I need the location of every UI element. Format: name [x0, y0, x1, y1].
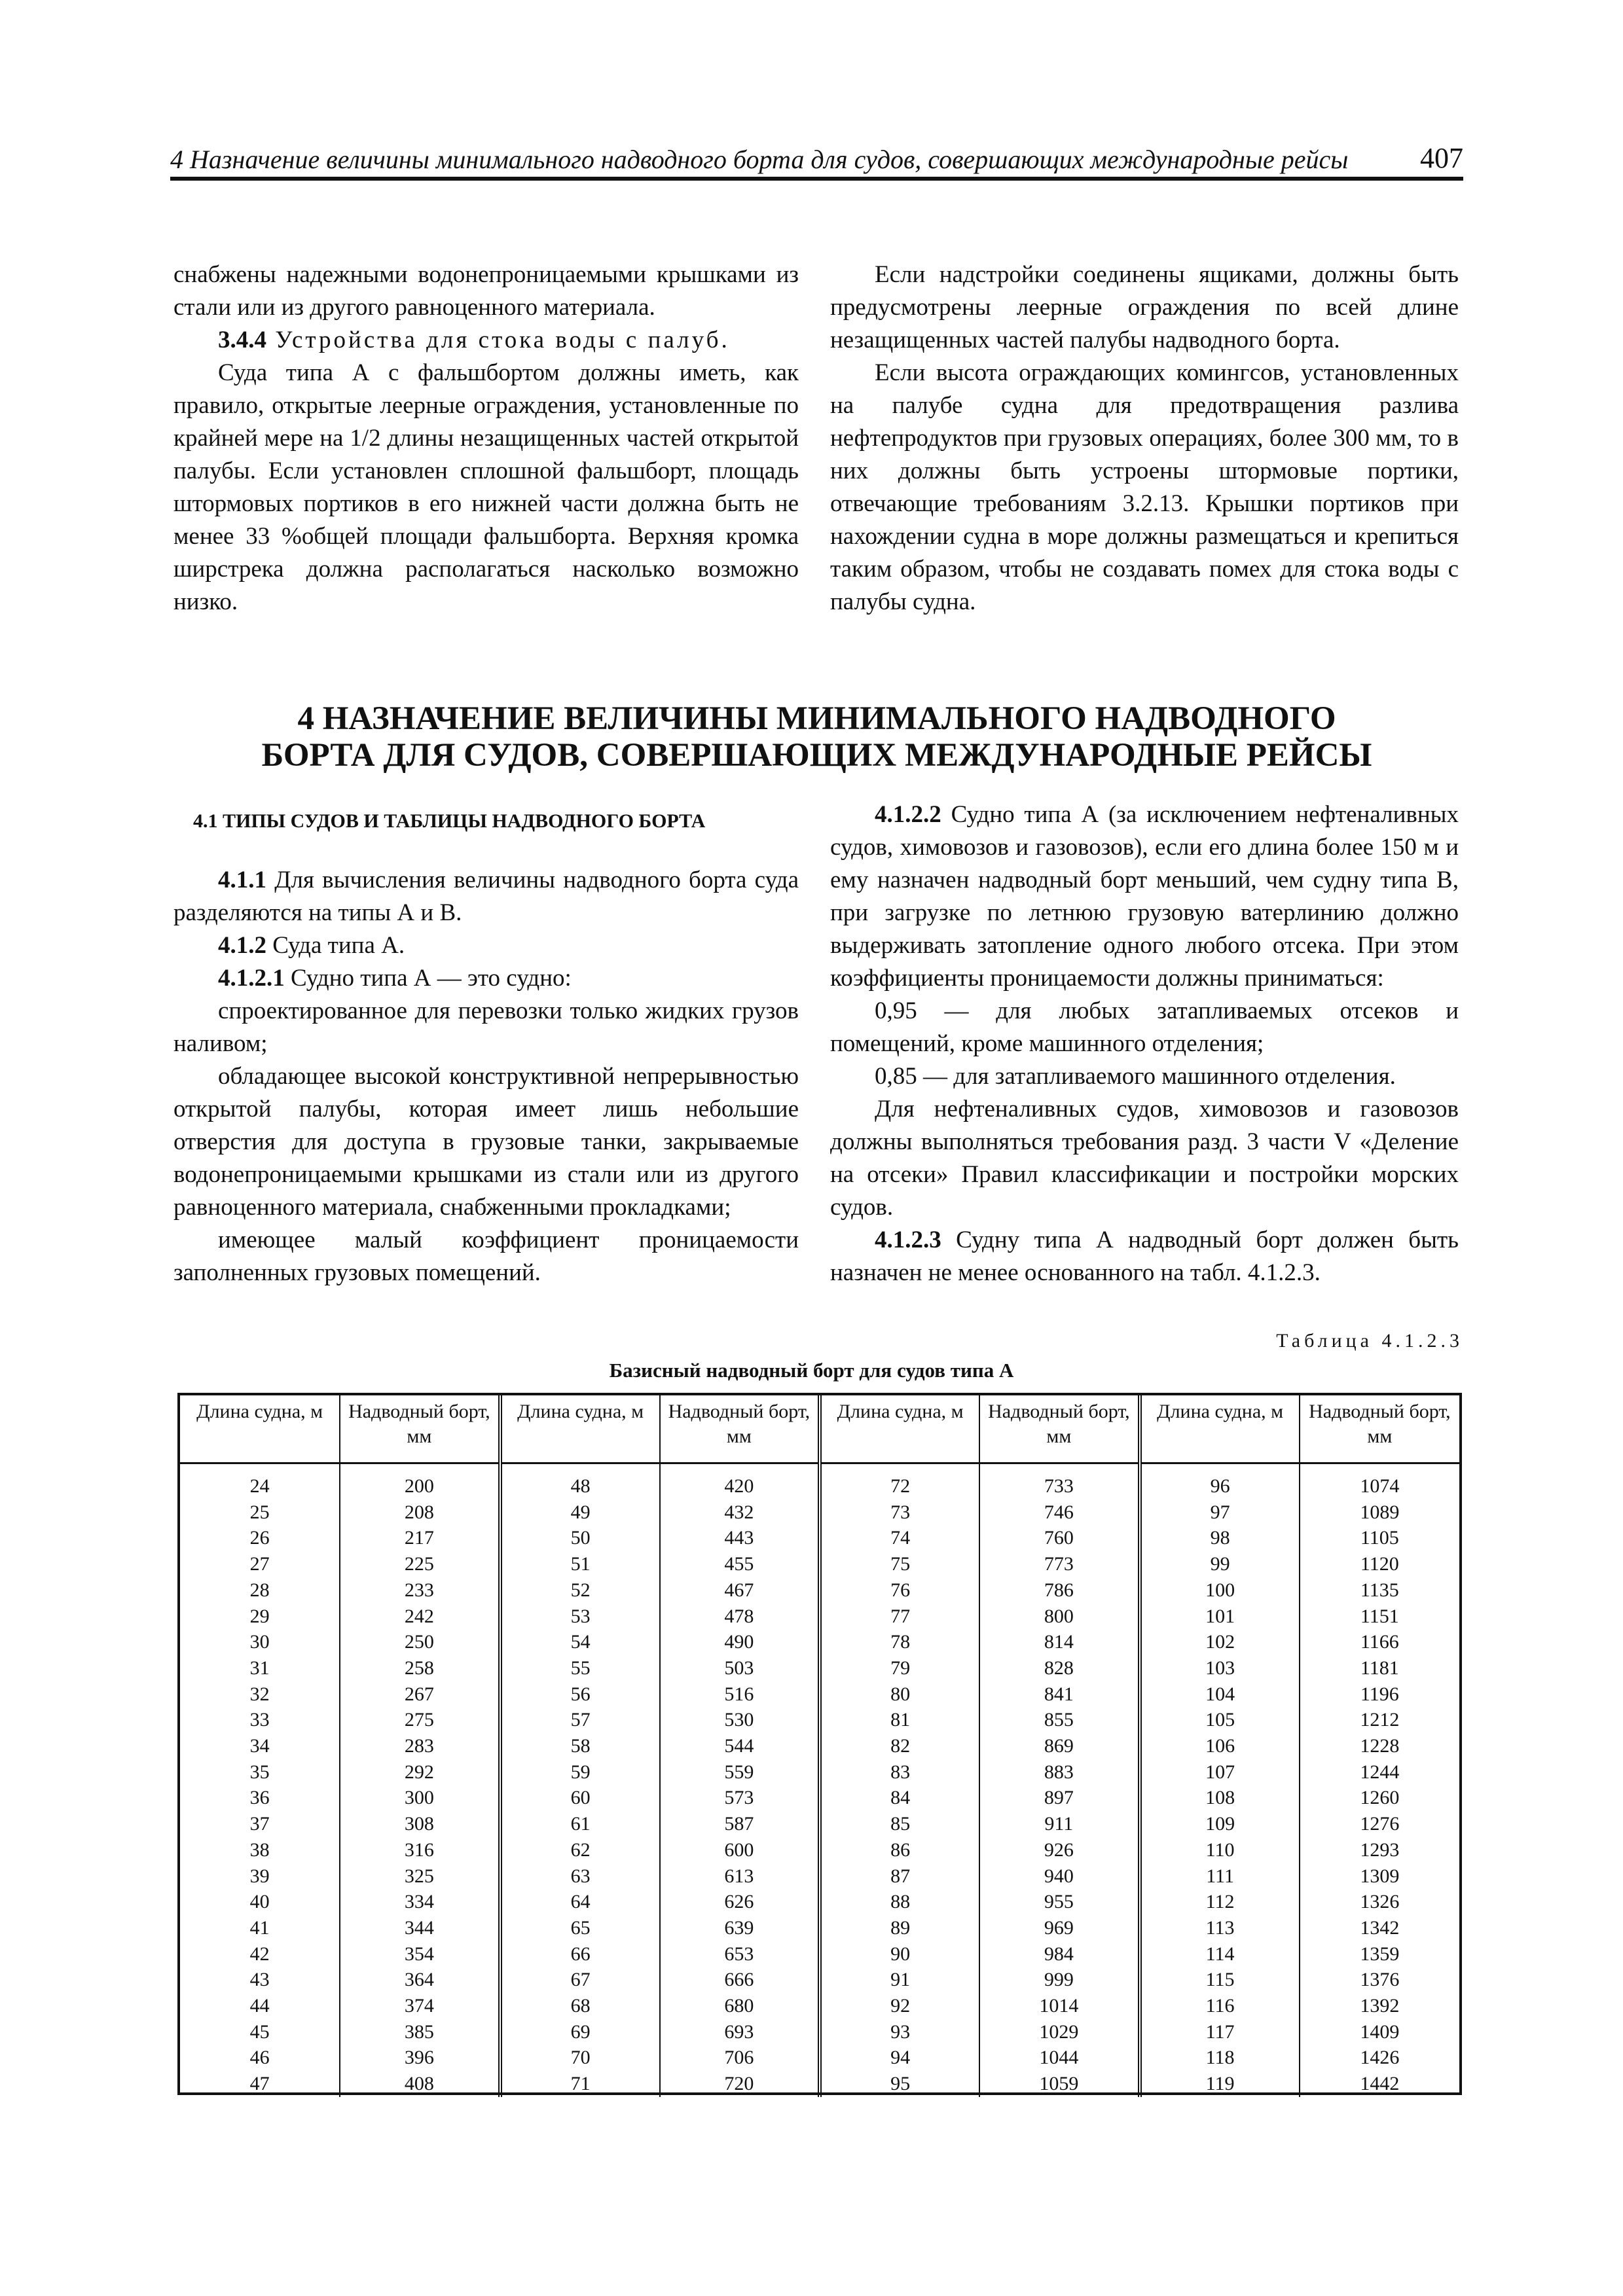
paragraph: Если высота ограждающих комингсов, установленных на палубе судна для предотвращения разлива нефтепродуктов при грузовых операциях, более 300 мм, то в них должны быть устроены штормовые портики, отвечающие требованиям 3.2.13. Крышки портиков при нахождении судна в море должны размещаться и крепиться таким образом, чтобы не создавать помех для стока воды с палубы судна. — [830, 359, 1459, 615]
freeboard-cell: 800 — [979, 1604, 1139, 1630]
table-row — [180, 1629, 1459, 1655]
table-row — [180, 1499, 1459, 1526]
freeboard-cell: 680 — [660, 1993, 820, 2019]
freeboard-cell: 693 — [660, 2019, 820, 2045]
table-title: Базисный надводный борт для судов типа А — [609, 1359, 1014, 1382]
length-cell: 88 — [820, 1889, 979, 1915]
paragraph — [830, 798, 1459, 995]
length-cell: 118 — [1140, 2045, 1300, 2071]
freeboard-cell: 544 — [660, 1733, 820, 1759]
freeboard-cell: 354 — [340, 1941, 500, 1967]
length-cell: 74 — [820, 1525, 979, 1551]
column-header-freeboard: Надводный борт, мм — [340, 1395, 500, 1463]
freeboard-cell: 275 — [340, 1707, 500, 1733]
length-cell: 90 — [820, 1941, 979, 1967]
length-cell: 34 — [249, 1735, 270, 1757]
freeboard-cell: 1089 — [1300, 1499, 1459, 1526]
table-row — [180, 2045, 1459, 2071]
length-cell: 50 — [500, 1525, 660, 1551]
freeboard-cell: 1014 — [979, 1993, 1139, 2019]
freeboard-cell: 1059 — [979, 2071, 1139, 2097]
length-cell: 115 — [1140, 1967, 1300, 1993]
clause-number: 4.1.2.1 — [218, 965, 285, 992]
freeboard-cell: 573 — [660, 1785, 820, 1811]
length-cell: 29 — [249, 1605, 270, 1627]
length-cell: 116 — [1140, 1993, 1300, 2019]
table-header-row — [180, 1395, 1459, 1463]
length-cell: 36 — [249, 1787, 270, 1809]
table-row — [180, 1941, 1459, 1967]
page-number: 407 — [1420, 142, 1463, 174]
freeboard-cell: 443 — [660, 1525, 820, 1551]
length-cell: 112 — [1140, 1889, 1300, 1915]
freeboard-cell: 344 — [340, 1915, 500, 1941]
body-right-column — [830, 798, 1459, 1289]
column-header-length: Длина судна, м — [1140, 1395, 1300, 1463]
freeboard-cell: 325 — [340, 1863, 500, 1890]
length-cell: 47 — [249, 2073, 270, 2095]
length-cell: 64 — [500, 1889, 660, 1915]
length-cell: 57 — [500, 1707, 660, 1733]
table-row — [180, 1655, 1459, 1681]
length-cell: 83 — [820, 1759, 979, 1785]
table-row — [180, 1463, 1459, 1499]
freeboard-cell: 720 — [660, 2071, 820, 2097]
freeboard-cell: 1228 — [1300, 1733, 1459, 1759]
length-cell: 97 — [1140, 1499, 1300, 1526]
length-cell: 113 — [1140, 1915, 1300, 1941]
freeboard-cell: 374 — [340, 1993, 500, 2019]
freeboard-table — [177, 1393, 1462, 2095]
freeboard-cell: 639 — [660, 1915, 820, 1941]
freeboard-cell: 364 — [340, 1967, 500, 1993]
freeboard-cell: 855 — [979, 1707, 1139, 1733]
length-cell: 78 — [820, 1629, 979, 1655]
length-cell: 109 — [1140, 1811, 1300, 1837]
length-cell: 110 — [1140, 1837, 1300, 1863]
length-cell: 52 — [500, 1577, 660, 1604]
freeboard-cell: 432 — [660, 1499, 820, 1526]
length-cell: 71 — [500, 2071, 660, 2097]
length-cell: 96 — [1140, 1463, 1300, 1499]
clause-text: Судно типа А — это судно: — [284, 965, 572, 992]
length-cell: 95 — [820, 2071, 979, 2097]
freeboard-cell: 1409 — [1300, 2019, 1459, 2045]
length-cell: 81 — [820, 1707, 979, 1733]
subsection-heading: 4.1 ТИПЫ СУДОВ И ТАБЛИЦЫ НАДВОДНОГО БОРТА — [193, 810, 706, 832]
freeboard-cell: 217 — [340, 1525, 500, 1551]
freeboard-cell: 666 — [660, 1967, 820, 1993]
freeboard-cell: 559 — [660, 1759, 820, 1785]
table-row — [180, 1707, 1459, 1733]
length-cell: 41 — [249, 1916, 270, 1939]
length-cell: 59 — [500, 1759, 660, 1785]
length-cell: 94 — [820, 2045, 979, 2071]
length-cell: 27 — [249, 1553, 270, 1575]
clause-text: Суда типа А. — [266, 932, 405, 959]
length-cell: 48 — [500, 1463, 660, 1499]
freeboard-cell: 490 — [660, 1629, 820, 1655]
length-cell: 93 — [820, 2019, 979, 2045]
freeboard-cell: 653 — [660, 1941, 820, 1967]
length-cell: 69 — [500, 2019, 660, 2045]
clause-text: Судну типа А надводный борт должен быть назначен не менее основанного на табл. 4.1.2.3. — [830, 1227, 1459, 1286]
freeboard-cell: 516 — [660, 1681, 820, 1708]
length-cell: 106 — [1140, 1733, 1300, 1759]
length-cell: 80 — [820, 1681, 979, 1708]
length-cell: 117 — [1140, 2019, 1300, 2045]
length-cell: 38 — [249, 1839, 270, 1861]
freeboard-cell: 385 — [340, 2019, 500, 2045]
length-cell: 24 — [249, 1475, 270, 1497]
freeboard-cell: 467 — [660, 1577, 820, 1604]
column-header-freeboard: Надводный борт, мм — [660, 1395, 820, 1463]
length-cell: 66 — [500, 1941, 660, 1967]
paragraph — [173, 1060, 799, 1224]
table-row — [180, 1681, 1459, 1708]
clause-number: 3.4.4 — [218, 327, 266, 353]
freeboard-cell: 530 — [660, 1707, 820, 1733]
freeboard-cell: 1309 — [1300, 1863, 1459, 1890]
section-title — [170, 700, 1463, 774]
paragraph: Суда типа А с фальшбортом должны иметь, как правило, открытые леерные ограждения, установленные по крайней мере на 1/2 длины незащищенных частей открытой палубы. Если установлен сплошной фальшборт, площадь штормовых портиков в его нижней части должна быть не менее 33 %общей площади фальшборта. Верхняя кромка ширстрека должна располагаться насколько возможно низко. — [173, 359, 799, 615]
length-cell: 61 — [500, 1811, 660, 1837]
length-cell: 119 — [1140, 2071, 1300, 2097]
table-row — [180, 1993, 1459, 2019]
freeboard-cell: 613 — [660, 1863, 820, 1890]
table-body — [180, 1463, 1459, 2097]
freeboard-cell: 1293 — [1300, 1837, 1459, 1863]
table-row — [180, 1889, 1459, 1915]
length-cell: 32 — [249, 1683, 270, 1705]
freeboard-cell: 984 — [979, 1941, 1139, 1967]
clause-number: 4.1.2 — [218, 932, 266, 959]
freeboard-cell: 478 — [660, 1604, 820, 1630]
length-cell: 111 — [1140, 1863, 1300, 1890]
paragraph — [173, 1224, 799, 1289]
freeboard-cell: 600 — [660, 1837, 820, 1863]
length-cell: 114 — [1140, 1941, 1300, 1967]
freeboard-cell: 746 — [979, 1499, 1139, 1526]
length-cell: 67 — [500, 1967, 660, 1993]
paragraph — [830, 1060, 1459, 1093]
freeboard-cell: 1151 — [1300, 1604, 1459, 1630]
length-cell: 79 — [820, 1655, 979, 1681]
table-label: Таблица 4.1.2.3 — [1276, 1330, 1463, 1352]
freeboard-cell: 1212 — [1300, 1707, 1459, 1733]
running-title: 4 Назначение величины минимального надводного борта для судов, совершающих международные рейсы — [170, 145, 1349, 174]
length-cell: 68 — [500, 1993, 660, 2019]
column-header-length: Длина судна, м — [820, 1395, 979, 1463]
freeboard-cell: 760 — [979, 1525, 1139, 1551]
table-row — [180, 1915, 1459, 1941]
length-cell: 51 — [500, 1551, 660, 1577]
freeboard-cell: 1359 — [1300, 1941, 1459, 1967]
length-cell: 73 — [820, 1499, 979, 1526]
freeboard-cell: 1376 — [1300, 1967, 1459, 1993]
clause-text: Для нефтеналивных судов, химовозов и газовозов должны выполняться требования разд. 3 части V «Деление на отсеки» Правил классификации и постройки морских судов. — [830, 1096, 1459, 1221]
freeboard-cell: 1135 — [1300, 1577, 1459, 1604]
paragraph — [173, 324, 799, 357]
length-cell: 37 — [249, 1813, 270, 1835]
length-cell: 42 — [249, 1943, 270, 1965]
length-cell: 30 — [249, 1631, 270, 1653]
length-cell: 43 — [249, 1969, 270, 1991]
table-row — [180, 1967, 1459, 1993]
length-cell: 91 — [820, 1967, 979, 1993]
clause-text: 0,95 — для любых затапливаемых отсеков и помещений, кроме машинного отделения; — [830, 997, 1459, 1057]
freeboard-cell: 1392 — [1300, 1993, 1459, 2019]
freeboard-cell: 1426 — [1300, 2045, 1459, 2071]
table-row — [180, 1837, 1459, 1863]
freeboard-cell: 283 — [340, 1733, 500, 1759]
top-left-column — [173, 259, 799, 619]
clause-text: Судно типа А (за исключением нефтеналивных судов, химовозов и газовозов), если его длина более 150 м и ему назначен надводный борт меньший, чем судну типа В, при загрузке по летнюю грузовую ватерлинию должно выдерживать затопление одного любого отсека. При этом коэффициенты проницаемости должны приниматься: — [830, 801, 1459, 992]
freeboard-cell: 1342 — [1300, 1915, 1459, 1941]
length-cell: 44 — [249, 1995, 270, 2017]
length-cell: 33 — [249, 1709, 270, 1731]
freeboard-cell: 396 — [340, 2045, 500, 2071]
paragraph — [830, 1093, 1459, 1224]
paragraph: снабжены надежными водонепроницаемыми крышками из стали или из другого равноценного материала. — [173, 261, 799, 321]
freeboard-cell: 233 — [340, 1577, 500, 1604]
length-cell: 101 — [1140, 1604, 1300, 1630]
freeboard-cell: 316 — [340, 1837, 500, 1863]
table-row — [180, 1785, 1459, 1811]
table-row — [180, 1863, 1459, 1890]
freeboard-cell: 1105 — [1300, 1525, 1459, 1551]
freeboard-cell: 1166 — [1300, 1629, 1459, 1655]
clause-number: 4.1.2.3 — [875, 1227, 941, 1253]
paragraph: Если надстройки соединены ящиками, должны быть предусмотрены леерные ограждения по всей длине незащищенных частей палубы надводного борта. — [830, 261, 1459, 353]
length-cell: 82 — [820, 1733, 979, 1759]
freeboard-cell: 1326 — [1300, 1889, 1459, 1915]
length-cell: 55 — [500, 1655, 660, 1681]
table-row — [180, 2019, 1459, 2045]
length-cell: 46 — [249, 2047, 270, 2069]
length-cell: 75 — [820, 1551, 979, 1577]
freeboard-cell: 940 — [979, 1863, 1139, 1890]
freeboard-cell: 814 — [979, 1629, 1139, 1655]
freeboard-cell: 503 — [660, 1655, 820, 1681]
length-cell: 105 — [1140, 1707, 1300, 1733]
length-cell: 49 — [500, 1499, 660, 1526]
freeboard-cell: 969 — [979, 1915, 1139, 1941]
length-cell: 40 — [249, 1891, 270, 1913]
freeboard-cell: 420 — [660, 1463, 820, 1499]
length-cell: 39 — [249, 1865, 270, 1887]
length-cell: 56 — [500, 1681, 660, 1708]
length-cell: 92 — [820, 1993, 979, 2019]
paragraph — [830, 995, 1459, 1060]
freeboard-cell: 1244 — [1300, 1759, 1459, 1785]
freeboard-cell: 300 — [340, 1785, 500, 1811]
freeboard-cell: 225 — [340, 1551, 500, 1577]
length-cell: 31 — [249, 1657, 270, 1679]
length-cell: 103 — [1140, 1655, 1300, 1681]
clause-text: обладающее высокой конструктивной непрерывностью открытой палубы, которая имеет лишь небольшие отверстия для доступа в грузовые танки, закрываемые водонепроницаемыми крышками из стали или из другого равноценного материала, снабженными прокладками; — [173, 1063, 799, 1221]
length-cell: 99 — [1140, 1551, 1300, 1577]
page-header — [170, 139, 1463, 178]
freeboard-cell: 258 — [340, 1655, 500, 1681]
clause-number: 4.1.1 — [218, 867, 266, 893]
paragraph — [830, 1224, 1459, 1289]
table-row — [180, 1551, 1459, 1577]
length-cell: 108 — [1140, 1785, 1300, 1811]
freeboard-cell: 897 — [979, 1785, 1139, 1811]
freeboard-cell: 308 — [340, 1811, 500, 1837]
clause-text: имеющее малый коэффициент проницаемости заполненных грузовых помещений. — [173, 1227, 799, 1286]
table-row — [180, 1811, 1459, 1837]
paragraph — [173, 864, 799, 929]
freeboard-cell: 1074 — [1300, 1463, 1459, 1499]
header-rule — [170, 177, 1463, 181]
freeboard-cell: 955 — [979, 1889, 1139, 1915]
length-cell: 77 — [820, 1604, 979, 1630]
length-cell: 87 — [820, 1863, 979, 1890]
length-cell: 45 — [249, 2020, 270, 2043]
length-cell: 89 — [820, 1915, 979, 1941]
freeboard-cell: 911 — [979, 1811, 1139, 1837]
table-row — [180, 1733, 1459, 1759]
freeboard-cell: 334 — [340, 1889, 500, 1915]
freeboard-cell: 706 — [660, 2045, 820, 2071]
length-cell: 104 — [1140, 1681, 1300, 1708]
freeboard-cell: 733 — [979, 1463, 1139, 1499]
length-cell: 100 — [1140, 1577, 1300, 1604]
freeboard-table-grid — [180, 1395, 1459, 2097]
length-cell: 58 — [500, 1733, 660, 1759]
length-cell: 25 — [249, 1501, 270, 1523]
body-left-column — [173, 864, 799, 1289]
freeboard-cell: 1120 — [1300, 1551, 1459, 1577]
column-header-freeboard: Надводный борт, мм — [979, 1395, 1139, 1463]
freeboard-cell: 200 — [340, 1463, 500, 1499]
freeboard-cell: 626 — [660, 1889, 820, 1915]
clause-number: 4.1.2.2 — [875, 801, 941, 828]
length-cell: 62 — [500, 1837, 660, 1863]
length-cell: 107 — [1140, 1759, 1300, 1785]
freeboard-cell: 786 — [979, 1577, 1139, 1604]
length-cell: 84 — [820, 1785, 979, 1811]
length-cell: 72 — [820, 1463, 979, 1499]
freeboard-cell: 1276 — [1300, 1811, 1459, 1837]
section-title-line: 4 НАЗНАЧЕНИЕ ВЕЛИЧИНЫ МИНИМАЛЬНОГО НАДВОДНОГО — [297, 700, 1336, 737]
freeboard-cell: 408 — [340, 2071, 500, 2097]
table-row — [180, 1577, 1459, 1604]
length-cell: 35 — [249, 1761, 270, 1783]
paragraph — [173, 962, 799, 995]
column-header-freeboard: Надводный борт, мм — [1300, 1395, 1459, 1463]
freeboard-cell: 1181 — [1300, 1655, 1459, 1681]
paragraph — [173, 995, 799, 1060]
freeboard-cell: 869 — [979, 1733, 1139, 1759]
length-cell: 98 — [1140, 1525, 1300, 1551]
table-row — [180, 1759, 1459, 1785]
freeboard-cell: 1196 — [1300, 1681, 1459, 1708]
length-cell: 28 — [249, 1579, 270, 1601]
length-cell: 102 — [1140, 1629, 1300, 1655]
table-row — [180, 1525, 1459, 1551]
freeboard-cell: 292 — [340, 1759, 500, 1785]
freeboard-cell: 999 — [979, 1967, 1139, 1993]
clause-text: 0,85 — для затапливаемого машинного отделения. — [875, 1063, 1396, 1090]
clause-text: Для вычисления величины надводного борта суда разделяются на типы А и В. — [173, 867, 799, 926]
length-cell: 86 — [820, 1837, 979, 1863]
length-cell: 26 — [249, 1527, 270, 1549]
freeboard-cell: 587 — [660, 1811, 820, 1837]
freeboard-cell: 1442 — [1300, 2071, 1459, 2097]
freeboard-cell: 455 — [660, 1551, 820, 1577]
freeboard-cell: 208 — [340, 1499, 500, 1526]
length-cell: 85 — [820, 1811, 979, 1837]
freeboard-cell: 1044 — [979, 2045, 1139, 2071]
length-cell: 76 — [820, 1577, 979, 1604]
length-cell: 60 — [500, 1785, 660, 1811]
table-row — [180, 1604, 1459, 1630]
length-cell: 70 — [500, 2045, 660, 2071]
freeboard-cell: 1029 — [979, 2019, 1139, 2045]
freeboard-cell: 773 — [979, 1551, 1139, 1577]
freeboard-cell: 828 — [979, 1655, 1139, 1681]
freeboard-cell: 883 — [979, 1759, 1139, 1785]
column-header-length: Длина судна, м — [180, 1395, 340, 1463]
column-header-length: Длина судна, м — [500, 1395, 660, 1463]
freeboard-cell: 1260 — [1300, 1785, 1459, 1811]
length-cell: 65 — [500, 1915, 660, 1941]
freeboard-cell: 242 — [340, 1604, 500, 1630]
length-cell: 53 — [500, 1604, 660, 1630]
paragraph — [173, 929, 799, 962]
clause-text: Устройства для стока воды с палуб. — [266, 327, 730, 353]
freeboard-cell: 926 — [979, 1837, 1139, 1863]
freeboard-cell: 267 — [340, 1681, 500, 1708]
length-cell: 63 — [500, 1863, 660, 1890]
table-row — [180, 2071, 1459, 2097]
freeboard-cell: 250 — [340, 1629, 500, 1655]
freeboard-cell: 841 — [979, 1681, 1139, 1708]
top-right-column — [830, 259, 1459, 619]
length-cell: 54 — [500, 1629, 660, 1655]
section-title-line: БОРТА ДЛЯ СУДОВ, СОВЕРШАЮЩИХ МЕЖДУНАРОДНЫЕ РЕЙСЫ — [261, 737, 1372, 774]
clause-text: спроектированное для перевозки только жидких грузов наливом; — [173, 997, 799, 1057]
